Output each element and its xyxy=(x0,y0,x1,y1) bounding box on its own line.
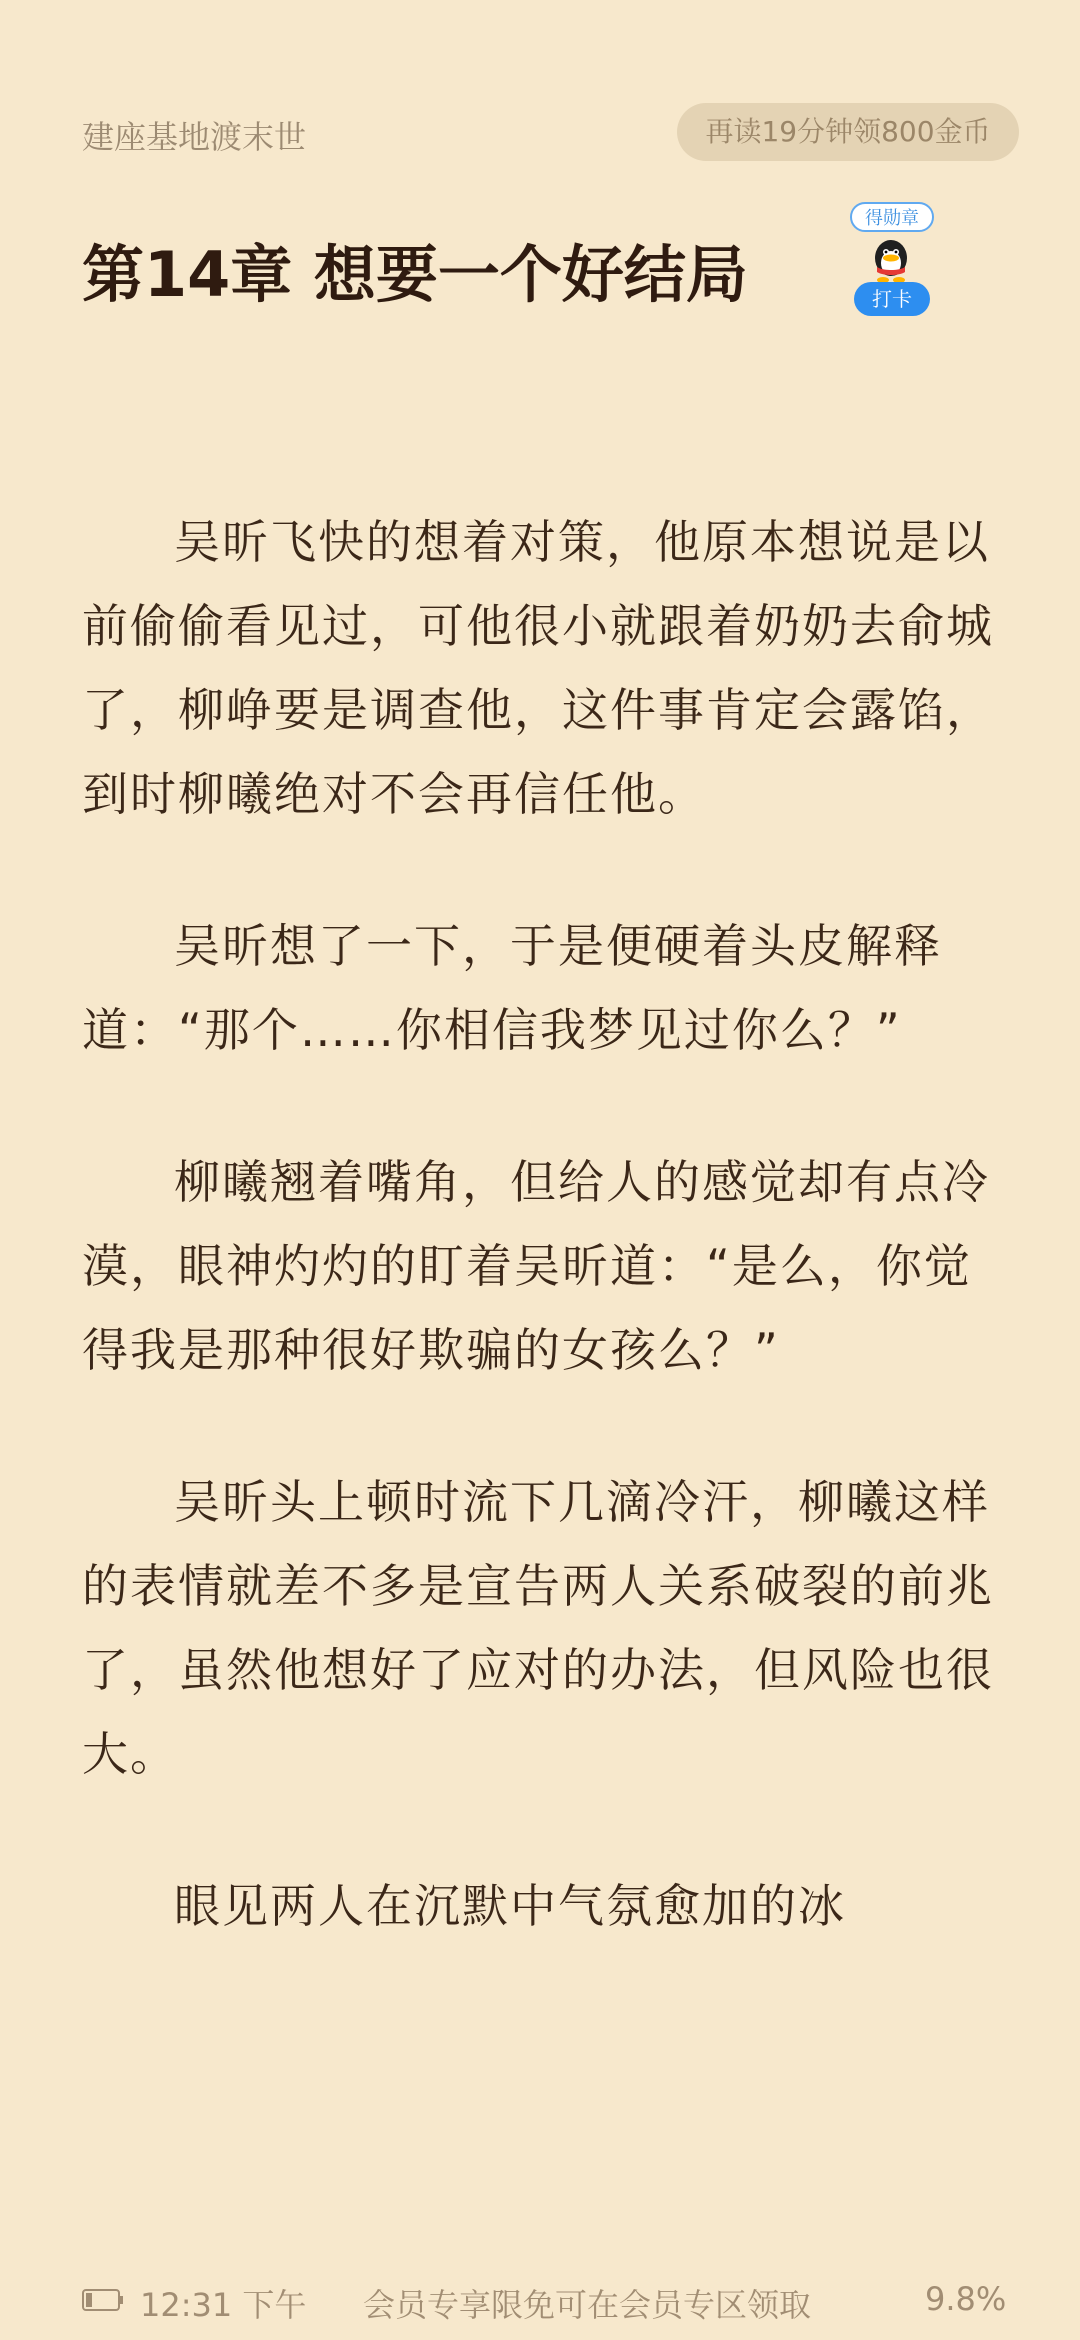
reading-reward-button[interactable]: 再读19分钟领800金币 xyxy=(677,103,1019,161)
penguin-icon xyxy=(868,236,914,284)
member-promo-text[interactable]: 会员专享限免可在会员专区领取 xyxy=(363,2286,812,2324)
book-title: 建座基地渡末世 xyxy=(82,118,307,156)
reader-status-bar xyxy=(0,2270,1080,2330)
paragraph: 吴昕飞快的想着对策，他原本想说是以前偷偷看见过，可他很小就跟着奶奶去俞城了，柳峥要是调查他，这件事肯定会露馅，到时柳曦绝对不会再信任他。 xyxy=(82,515,994,821)
battery-icon xyxy=(82,2289,124,2311)
checkin-label: 打卡 xyxy=(854,282,930,316)
status-time: 12:31 下午 xyxy=(140,2286,307,2324)
paragraph: 柳曦翘着嘴角，但给人的感觉却有点冷漠，眼神灼灼的盯着吴昕道：“是么，你觉得我是那种很好欺骗的女孩么？” xyxy=(82,1155,990,1377)
paragraph: 眼见两人在沉默中气氛愈加的冰 xyxy=(174,1879,846,1933)
chapter-content xyxy=(82,500,1012,2016)
earn-medal-label: 得勋章 xyxy=(850,202,934,232)
reader-top-bar xyxy=(0,98,1080,168)
chapter-title: 第14章 想要一个好结局 xyxy=(82,238,748,311)
paragraph: 吴昕想了一下，于是便硬着头皮解释道：“那个……你相信我梦见过你么？” xyxy=(82,919,942,1057)
chapter-header xyxy=(82,208,982,320)
paragraph: 吴昕头上顿时流下几滴冷汗，柳曦这样的表情就差不多是宣告两人关系破裂的前兆了，虽然他想好了应对的办法，但风险也很大。 xyxy=(82,1475,994,1781)
reading-progress: 9.8% xyxy=(925,2280,1007,2318)
checkin-badge[interactable] xyxy=(840,202,950,320)
